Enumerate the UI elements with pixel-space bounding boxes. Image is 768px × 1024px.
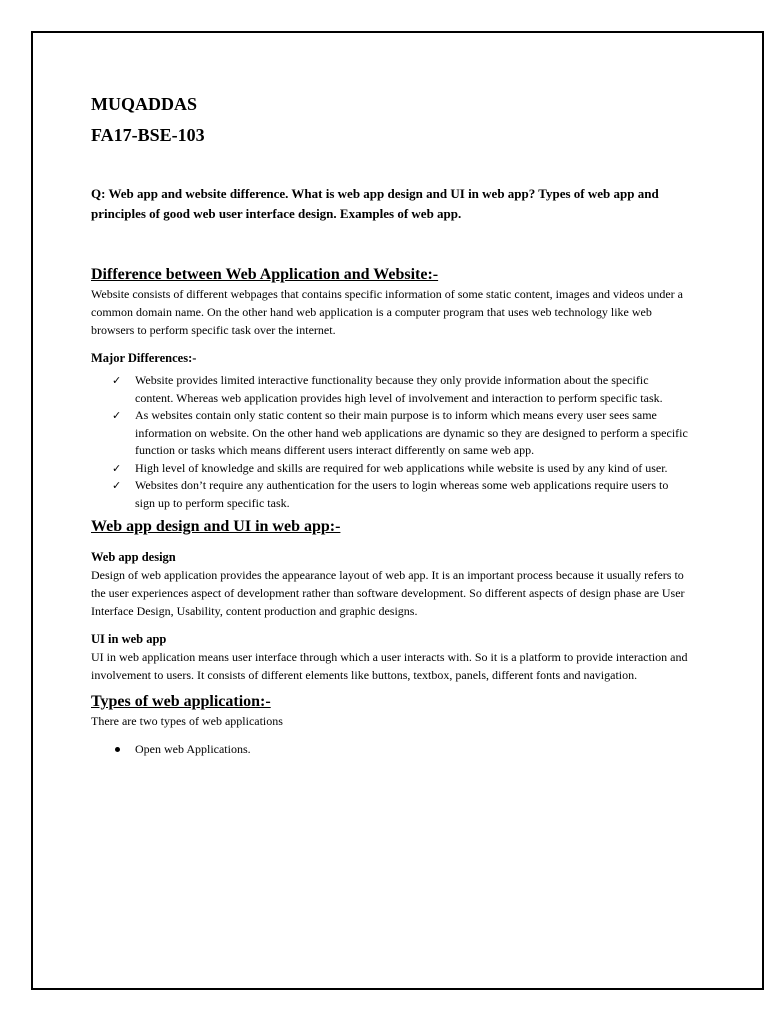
- web-app-design-subheading: Web app design: [91, 550, 176, 564]
- bullet-dot-icon: [115, 747, 120, 752]
- page-content: [91, 93, 689, 758]
- design-ui-heading: Web app design and UI in web app:-: [91, 518, 341, 535]
- difference-paragraph: Website consists of different webpages that contains specific information of some static content, images and videos under a common domain name. On the other hand web application is a computer program that uses web technology like web browsers to perform specific task over the internet.: [91, 287, 683, 337]
- list-item-text: High level of knowledge and skills are required for web applications while website is used by any kind of user.: [135, 460, 668, 475]
- major-differences-subheading: Major Differences:-: [91, 351, 197, 365]
- check-mark-icon: ✓: [112, 479, 122, 492]
- document-page: [31, 31, 764, 990]
- registration-number: FA17-BSE-103: [91, 125, 205, 145]
- list-item-text: Open web Applications.: [135, 742, 251, 756]
- web-app-design-paragraph: Design of web application provides the appearance layout of web app. It is an important process because it usually refers to the user experiences aspect of development rather than software development. So different aspects of design phase are User Interface Design, Usability, content production and graphic designs.: [91, 568, 685, 618]
- list-item: [135, 740, 689, 758]
- check-mark-icon: ✓: [112, 461, 122, 475]
- list-item-text: Website provides limited interactive functionality because they only provide information about the specific content. Whereas web application provides high level of involvement and interaction to perform specific task.: [135, 373, 663, 405]
- ui-in-web-app-subheading: UI in web app: [91, 632, 167, 646]
- types-heading: Types of web application:-: [91, 693, 271, 710]
- ui-in-web-app-paragraph: UI in web application means user interface through which a user interacts with. So it is a platform to provide interaction and involvement to users. It consists of different elements like buttons, textbox, panels, different fonts and navigation.: [91, 650, 688, 682]
- list-item: [112, 460, 689, 478]
- list-item: [112, 372, 689, 407]
- types-list: [91, 740, 689, 758]
- list-item-text: As websites contain only static content so their main purpose is to inform which means every user sees same information on website. On the other hand web applications are dynamic so they are designed to perform a specific function or tasks which means different users interact differently on same web app.: [135, 408, 688, 457]
- assignment-question: Q: Web app and website difference. What is web app design and UI in web app? Types of web app and principles of good web user interface design. Examples of web app.: [91, 186, 659, 221]
- list-item: [112, 477, 689, 512]
- list-item-text: Websites don’t require any authentication for the users to login whereas some web applications require users to sign up to perform specific task.: [135, 478, 669, 510]
- check-mark-icon: ✓: [112, 374, 122, 387]
- types-paragraph: There are two types of web applications: [91, 714, 283, 728]
- list-item: [112, 407, 689, 460]
- check-mark-icon: ✓: [112, 409, 122, 422]
- difference-heading: Difference between Web Application and Website:-: [91, 266, 439, 283]
- differences-list: [91, 372, 689, 512]
- author-name: MUQADDAS: [91, 94, 197, 114]
